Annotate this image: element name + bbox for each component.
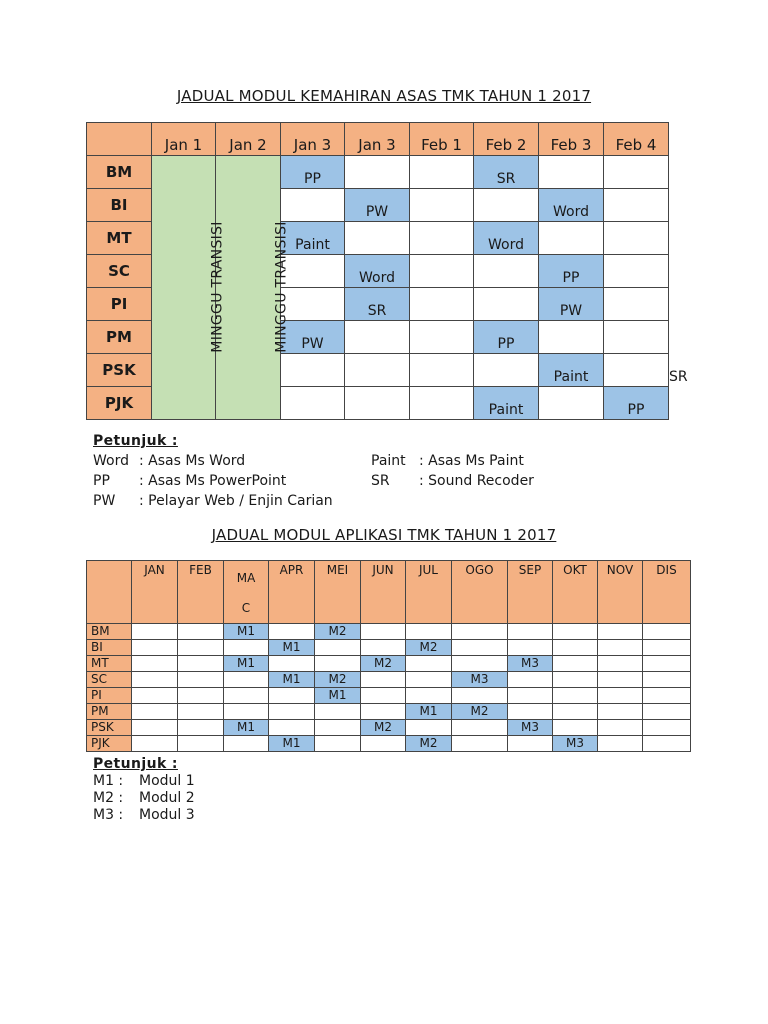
module-cell	[598, 720, 643, 736]
schedule-cell	[281, 354, 345, 387]
table-row	[87, 672, 691, 688]
module-cell: M2	[315, 672, 361, 688]
module-cell	[452, 736, 508, 752]
module-cell	[508, 704, 553, 720]
subject-label: BM	[87, 624, 132, 640]
month-header	[178, 561, 224, 624]
schedule-cell	[281, 288, 345, 321]
week-header: Feb 4	[604, 123, 669, 156]
month-header-label: OGO	[465, 563, 494, 577]
module-cell	[132, 656, 178, 672]
module-cell	[553, 720, 598, 736]
table-row	[87, 656, 691, 672]
month-header	[132, 561, 178, 624]
schedule-cell	[410, 222, 474, 255]
module-cell	[452, 720, 508, 736]
legend-code: M3 :	[93, 807, 124, 823]
module-cell	[452, 688, 508, 704]
module-cell	[132, 736, 178, 752]
subject-label: BI	[87, 640, 132, 656]
schedule-cell: Word	[474, 222, 539, 255]
schedule-cell: SR	[474, 156, 539, 189]
module-cell	[406, 720, 452, 736]
module-cell	[508, 736, 553, 752]
module-cell	[643, 704, 691, 720]
module-cell	[508, 624, 553, 640]
legend-desc: Modul 2	[139, 790, 195, 806]
month-header	[598, 561, 643, 624]
module-cell	[598, 656, 643, 672]
module-cell: M1	[224, 720, 269, 736]
module-cell: M2	[315, 624, 361, 640]
module-cell	[315, 640, 361, 656]
module-cell	[598, 640, 643, 656]
schedule-cell: Paint	[474, 387, 539, 420]
module-cell	[643, 736, 691, 752]
module-cell: M1	[224, 656, 269, 672]
schedule-cell	[604, 222, 669, 255]
module-cell	[178, 640, 224, 656]
module-cell	[508, 672, 553, 688]
month-header	[269, 561, 315, 624]
schedule-cell	[281, 387, 345, 420]
schedule-cell: PP	[539, 255, 604, 288]
module-cell	[132, 720, 178, 736]
module-cell: M1	[269, 640, 315, 656]
module-cell	[452, 640, 508, 656]
week-header: Jan 2	[216, 123, 281, 156]
module-cell	[643, 656, 691, 672]
subject-label: MT	[87, 222, 152, 255]
module-cell	[178, 736, 224, 752]
schedule-cell	[410, 387, 474, 420]
schedule-cell	[604, 255, 669, 288]
legend-desc: : Asas Ms Paint	[419, 453, 524, 469]
schedule-cell	[604, 288, 669, 321]
schedule-cell	[345, 354, 410, 387]
schedule-cell	[539, 156, 604, 189]
subject-label: SC	[87, 672, 132, 688]
module-cell	[553, 624, 598, 640]
module-cell	[406, 624, 452, 640]
table-row	[87, 624, 691, 640]
module-cell	[553, 640, 598, 656]
module-cell	[269, 688, 315, 704]
week-header: Feb 1	[410, 123, 474, 156]
module-cell: M2	[452, 704, 508, 720]
module-cell	[178, 624, 224, 640]
subject-label: BI	[87, 189, 152, 222]
legend-code: Word	[93, 453, 129, 469]
module-cell	[361, 736, 406, 752]
table-row	[87, 720, 691, 736]
month-header	[508, 561, 553, 624]
module-cell	[406, 656, 452, 672]
module-cell	[178, 672, 224, 688]
month-header	[315, 561, 361, 624]
transition-label: MINGGU TRANSISI	[273, 221, 290, 353]
module-cell	[132, 624, 178, 640]
legend-desc: : Asas Ms PowerPoint	[139, 473, 287, 489]
schedule-cell: PW	[539, 288, 604, 321]
schedule-cell: Word	[539, 189, 604, 222]
schedule-cell	[410, 156, 474, 189]
schedule-cell	[474, 189, 539, 222]
legend-desc: : Pelayar Web / Enjin Carian	[139, 493, 333, 509]
schedule-cell: PP	[474, 321, 539, 354]
module-cell	[361, 672, 406, 688]
subject-label: PM	[87, 321, 152, 354]
schedule-cell	[410, 321, 474, 354]
subject-label: PJK	[87, 387, 152, 420]
module-cell	[132, 672, 178, 688]
schedule-cell	[345, 222, 410, 255]
legend-code: PW	[93, 493, 116, 509]
module-cell	[224, 672, 269, 688]
schedule-cell: PP	[281, 156, 345, 189]
module-cell	[224, 736, 269, 752]
month-header-label: JAN	[144, 563, 165, 577]
schedule-cell	[539, 321, 604, 354]
legend-heading: Petunjuk :	[93, 756, 178, 772]
module-cell	[269, 656, 315, 672]
subject-label: PSK	[87, 354, 152, 387]
schedule-cell: SR	[345, 288, 410, 321]
module-cell: M2	[406, 736, 452, 752]
schedule-cell	[474, 354, 539, 387]
module-cell	[553, 688, 598, 704]
module-cell: M2	[406, 640, 452, 656]
module-cell	[315, 704, 361, 720]
module-cell	[452, 624, 508, 640]
schedule-cell	[474, 288, 539, 321]
schedule-cell	[604, 156, 669, 189]
corner-cell	[87, 561, 132, 624]
legend-aplikasi	[93, 756, 293, 824]
month-header	[361, 561, 406, 624]
schedule-cell	[474, 255, 539, 288]
module-cell	[132, 704, 178, 720]
schedule-cell: PW	[281, 321, 345, 354]
month-header-label: MEI	[326, 563, 349, 577]
schedule-cell: Paint	[281, 222, 345, 255]
module-cell	[553, 672, 598, 688]
module-cell	[406, 672, 452, 688]
module-cell: M1	[406, 704, 452, 720]
transition-week-cell	[152, 156, 226, 420]
month-header-label: JUN	[372, 563, 394, 577]
module-cell	[361, 704, 406, 720]
module-cell	[452, 656, 508, 672]
subject-label: PJK	[87, 736, 132, 752]
week-header: Jan 3	[281, 123, 345, 156]
week-header: Jan 1	[152, 123, 216, 156]
module-cell: M1	[224, 624, 269, 640]
month-header-label: SEP	[518, 563, 542, 577]
month-header-label: MAC	[236, 571, 256, 615]
module-cell	[178, 656, 224, 672]
month-header-label: APR	[279, 563, 304, 577]
month-header-label: DIS	[656, 563, 677, 577]
module-cell: M2	[361, 720, 406, 736]
corner-cell	[87, 123, 152, 156]
module-cell	[406, 688, 452, 704]
module-cell	[598, 704, 643, 720]
module-cell	[553, 704, 598, 720]
module-cell: M3	[508, 720, 553, 736]
subject-label: PSK	[87, 720, 132, 736]
month-header-label: FEB	[189, 563, 212, 577]
module-cell: M1	[315, 688, 361, 704]
month-header-label: JUL	[418, 563, 438, 577]
schedule-cell	[604, 354, 669, 387]
module-cell	[361, 624, 406, 640]
module-cell	[315, 736, 361, 752]
module-cell	[598, 624, 643, 640]
module-cell	[132, 640, 178, 656]
schedule-cell	[604, 321, 669, 354]
schedule-cell	[410, 255, 474, 288]
module-cell	[361, 688, 406, 704]
module-cell	[598, 672, 643, 688]
module-cell	[643, 688, 691, 704]
legend-code: PP	[93, 473, 110, 489]
month-header	[643, 561, 691, 624]
schedule-cell: Word	[345, 255, 410, 288]
module-cell	[224, 688, 269, 704]
schedule-cell	[410, 189, 474, 222]
module-cell	[643, 640, 691, 656]
module-cell	[508, 640, 553, 656]
module-cell	[315, 720, 361, 736]
subject-label: PM	[87, 704, 132, 720]
module-cell: M3	[553, 736, 598, 752]
legend-desc: : Asas Ms Word	[139, 453, 246, 469]
table-row	[87, 640, 691, 656]
module-cell: M2	[361, 656, 406, 672]
module-cell	[224, 704, 269, 720]
module-cell	[643, 672, 691, 688]
week-header: Feb 3	[539, 123, 604, 156]
module-cell	[553, 656, 598, 672]
module-cell	[269, 720, 315, 736]
table-row	[87, 156, 669, 189]
module-cell	[643, 720, 691, 736]
month-header	[452, 561, 508, 624]
table-row	[87, 736, 691, 752]
schedule-cell: PW	[345, 189, 410, 222]
month-header-label: OKT	[563, 563, 587, 577]
month-header	[553, 561, 598, 624]
subject-label: SC	[87, 255, 152, 288]
module-cell: M3	[508, 656, 553, 672]
module-cell	[178, 688, 224, 704]
transition-label: MINGGU TRANSISI	[209, 221, 226, 353]
schedule-cell: Paint	[539, 354, 604, 387]
module-cell: M1	[269, 672, 315, 688]
table-kemahiran-asas	[86, 122, 688, 420]
module-cell: M3	[452, 672, 508, 688]
title-kemahiran-asas: JADUAL MODUL KEMAHIRAN ASAS TMK TAHUN 1 2017	[176, 87, 592, 105]
table-aplikasi	[86, 560, 691, 752]
legend-code: M2 :	[93, 790, 124, 806]
subject-label: MT	[87, 656, 132, 672]
schedule-cell	[345, 156, 410, 189]
schedule-cell	[410, 354, 474, 387]
module-cell	[132, 688, 178, 704]
legend-desc: Modul 3	[139, 807, 195, 823]
table-row	[87, 704, 691, 720]
table-row	[87, 688, 691, 704]
schedule-cell	[345, 387, 410, 420]
month-header	[224, 561, 269, 624]
legend-code: M1 :	[93, 773, 124, 789]
module-cell	[269, 704, 315, 720]
module-cell	[643, 624, 691, 640]
schedule-cell	[539, 387, 604, 420]
week-header: Jan 3	[345, 123, 410, 156]
subject-label: BM	[87, 156, 152, 189]
legend-desc: Modul 1	[139, 773, 195, 789]
schedule-cell	[539, 222, 604, 255]
week-header: Feb 2	[474, 123, 539, 156]
legend-desc: : Sound Recoder	[419, 473, 534, 489]
table-row: PSK Paint SR	[87, 354, 669, 387]
legend-code: SR	[371, 473, 390, 489]
module-cell	[178, 720, 224, 736]
subject-label: PI	[87, 288, 152, 321]
schedule-cell	[281, 255, 345, 288]
legend-code: Paint	[371, 453, 406, 469]
schedule-cell	[604, 189, 669, 222]
module-cell	[178, 704, 224, 720]
module-cell	[224, 640, 269, 656]
module-cell	[315, 656, 361, 672]
schedule-cell	[281, 189, 345, 222]
module-cell	[269, 624, 315, 640]
module-cell	[598, 688, 643, 704]
module-cell	[361, 640, 406, 656]
legend-kemahiran	[93, 431, 553, 511]
module-cell	[598, 736, 643, 752]
subject-label: PI	[87, 688, 132, 704]
schedule-cell	[345, 321, 410, 354]
legend-heading: Petunjuk :	[93, 433, 178, 449]
month-header-label: NOV	[606, 563, 634, 577]
module-cell	[508, 688, 553, 704]
schedule-cell: PP	[604, 387, 669, 420]
schedule-cell	[410, 288, 474, 321]
module-cell: M1	[269, 736, 315, 752]
month-header	[406, 561, 452, 624]
title-aplikasi: JADUAL MODUL APLIKASI TMK TAHUN 1 2017	[211, 526, 557, 544]
